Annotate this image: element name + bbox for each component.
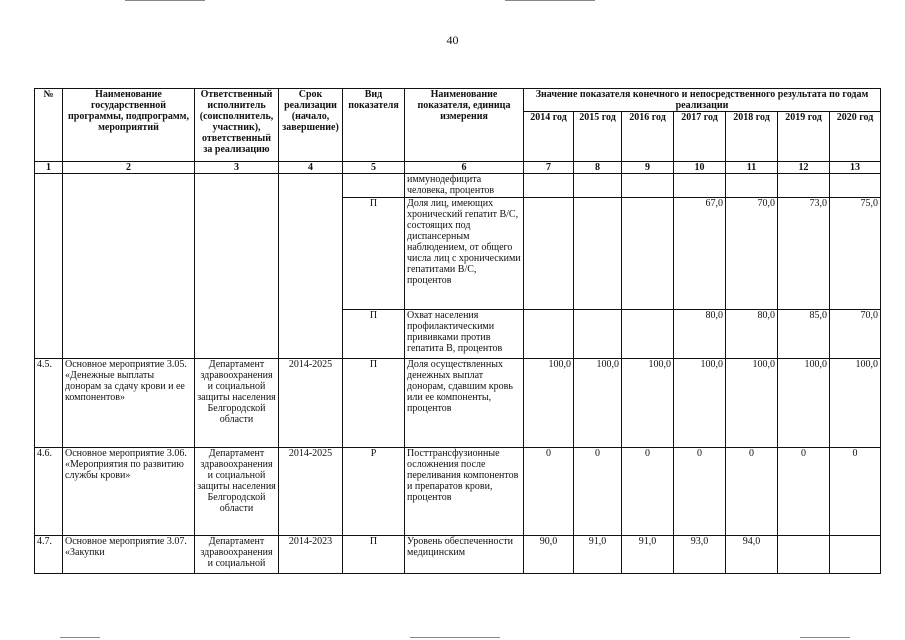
- cell-value: [622, 310, 674, 359]
- cell-term: 2014-2025: [279, 448, 343, 536]
- cell-no: 4.6.: [35, 448, 63, 536]
- cell-type: П: [343, 310, 405, 359]
- cell-value: 100,0: [674, 359, 726, 448]
- cell-value: 70,0: [830, 310, 881, 359]
- column-number: 12: [778, 162, 830, 174]
- cell-value: [622, 174, 674, 198]
- cell-name: Основное мероприятие 3.06. «Мероприятия по развитию службы крови»: [63, 448, 195, 536]
- header-values-title: Значение показателя конечного и непосредственного результата по годам реализации: [524, 89, 881, 112]
- header-year: 2019 год: [778, 112, 830, 162]
- cell-value: 85,0: [778, 310, 830, 359]
- cell-no: 4.5.: [35, 359, 63, 448]
- cell-value: 73,0: [778, 198, 830, 310]
- cell-name: Основное мероприятие 3.07. «Закупки: [63, 536, 195, 574]
- cell-name: Основное мероприятие 3.05. «Денежные выплаты донорам за сдачу крови и ее компонентов»: [63, 359, 195, 448]
- cell-value: [524, 310, 574, 359]
- cell-value: 70,0: [726, 198, 778, 310]
- column-number: 13: [830, 162, 881, 174]
- cell-value: 100,0: [830, 359, 881, 448]
- cell-indicator: Посттрансфузионные осложнения после переливания компонентов и препаратов крови, процентов: [405, 448, 524, 536]
- cell-value: [524, 174, 574, 198]
- cell-type: П: [343, 198, 405, 310]
- cell-value: 0: [674, 448, 726, 536]
- cell-value: 100,0: [524, 359, 574, 448]
- cell-value: 94,0: [726, 536, 778, 574]
- scan-edge-bottom-mid: [410, 637, 500, 638]
- cell-value: 100,0: [778, 359, 830, 448]
- cell-type: Р: [343, 448, 405, 536]
- cell-responsible: [195, 174, 279, 359]
- cell-value: 91,0: [574, 536, 622, 574]
- table-row: [35, 536, 881, 574]
- cell-term: [279, 174, 343, 359]
- scan-edge-bottom-right: [800, 637, 850, 638]
- header-type: Вид показателя: [343, 89, 405, 162]
- column-number: 8: [574, 162, 622, 174]
- cell-value: [574, 310, 622, 359]
- scan-edge-top-right: [505, 0, 595, 1]
- cell-value: [830, 536, 881, 574]
- cell-type: П: [343, 536, 405, 574]
- cell-responsible: Департамент здравоохранения и социальной защиты населения Белгородской области: [195, 359, 279, 448]
- cell-indicator: Доля лиц, имеющих хронический гепатит В/С, состоящих под диспансерным наблюдением, от общего числа лиц с хроническими гепатитами В/С, процентов: [405, 198, 524, 310]
- cell-value: 80,0: [674, 310, 726, 359]
- column-number: 1: [35, 162, 63, 174]
- header-year: 2018 год: [726, 112, 778, 162]
- column-number: 7: [524, 162, 574, 174]
- cell-value: 100,0: [622, 359, 674, 448]
- scan-edge-bottom-left: [60, 637, 100, 638]
- cell-value: [622, 198, 674, 310]
- cell-value: [830, 174, 881, 198]
- cell-responsible: Департамент здравоохранения и социальной: [195, 536, 279, 574]
- cell-value: 0: [574, 448, 622, 536]
- scan-edge-top-left: [125, 0, 205, 1]
- table-row: [35, 174, 881, 198]
- cell-value: 0: [778, 448, 830, 536]
- cell-value: [778, 174, 830, 198]
- table-row: [35, 359, 881, 448]
- cell-value: [674, 174, 726, 198]
- column-number: 11: [726, 162, 778, 174]
- cell-value: 0: [830, 448, 881, 536]
- column-number: 3: [195, 162, 279, 174]
- cell-term: 2014-2025: [279, 359, 343, 448]
- column-number: 9: [622, 162, 674, 174]
- cell-term: 2014-2023: [279, 536, 343, 574]
- cell-value: 93,0: [674, 536, 726, 574]
- header-year: 2015 год: [574, 112, 622, 162]
- header-name: Наименование государственной программы, подпрограмм, мероприятий: [63, 89, 195, 162]
- cell-indicator: иммунодефицита человека, процентов: [405, 174, 524, 198]
- cell-value: 90,0: [524, 536, 574, 574]
- cell-type: [343, 174, 405, 198]
- cell-value: 100,0: [726, 359, 778, 448]
- header-term: Срок реализации (начало, завершение): [279, 89, 343, 162]
- header-no: №: [35, 89, 63, 162]
- cell-value: 67,0: [674, 198, 726, 310]
- cell-value: 75,0: [830, 198, 881, 310]
- header-year: 2020 год: [830, 112, 881, 162]
- header-row-1: [35, 89, 881, 112]
- column-number-row: [35, 162, 881, 174]
- cell-name: [63, 174, 195, 359]
- cell-no: 4.7.: [35, 536, 63, 574]
- cell-value: [574, 198, 622, 310]
- column-number: 10: [674, 162, 726, 174]
- column-number: 5: [343, 162, 405, 174]
- page-number: 40: [446, 33, 459, 47]
- indicators-table: [34, 88, 881, 574]
- cell-responsible: Департамент здравоохранения и социальной защиты населения Белгородской области: [195, 448, 279, 536]
- cell-indicator: Охват населения профилактическими прививками против гепатита В, процентов: [405, 310, 524, 359]
- table-row: [35, 448, 881, 536]
- column-number: 4: [279, 162, 343, 174]
- cell-value: 0: [524, 448, 574, 536]
- cell-value: 0: [726, 448, 778, 536]
- cell-no: [35, 174, 63, 359]
- header-indicator: Наименование показателя, единица измерения: [405, 89, 524, 162]
- cell-value: 100,0: [574, 359, 622, 448]
- cell-indicator: Доля осуществленных денежных выплат донорам, сдавшим кровь или ее компоненты, процентов: [405, 359, 524, 448]
- cell-value: [524, 198, 574, 310]
- cell-value: 80,0: [726, 310, 778, 359]
- cell-value: 91,0: [622, 536, 674, 574]
- cell-value: 0: [622, 448, 674, 536]
- header-year: 2016 год: [622, 112, 674, 162]
- header-year: 2014 год: [524, 112, 574, 162]
- column-number: 2: [63, 162, 195, 174]
- cell-indicator: Уровень обеспеченности медицинским: [405, 536, 524, 574]
- cell-value: [726, 174, 778, 198]
- column-number: 6: [405, 162, 524, 174]
- header-responsible: Ответственный исполнитель (соисполнитель, участник), ответственный за реализацию: [195, 89, 279, 162]
- cell-value: [574, 174, 622, 198]
- cell-value: [778, 536, 830, 574]
- header-year: 2017 год: [674, 112, 726, 162]
- cell-type: П: [343, 359, 405, 448]
